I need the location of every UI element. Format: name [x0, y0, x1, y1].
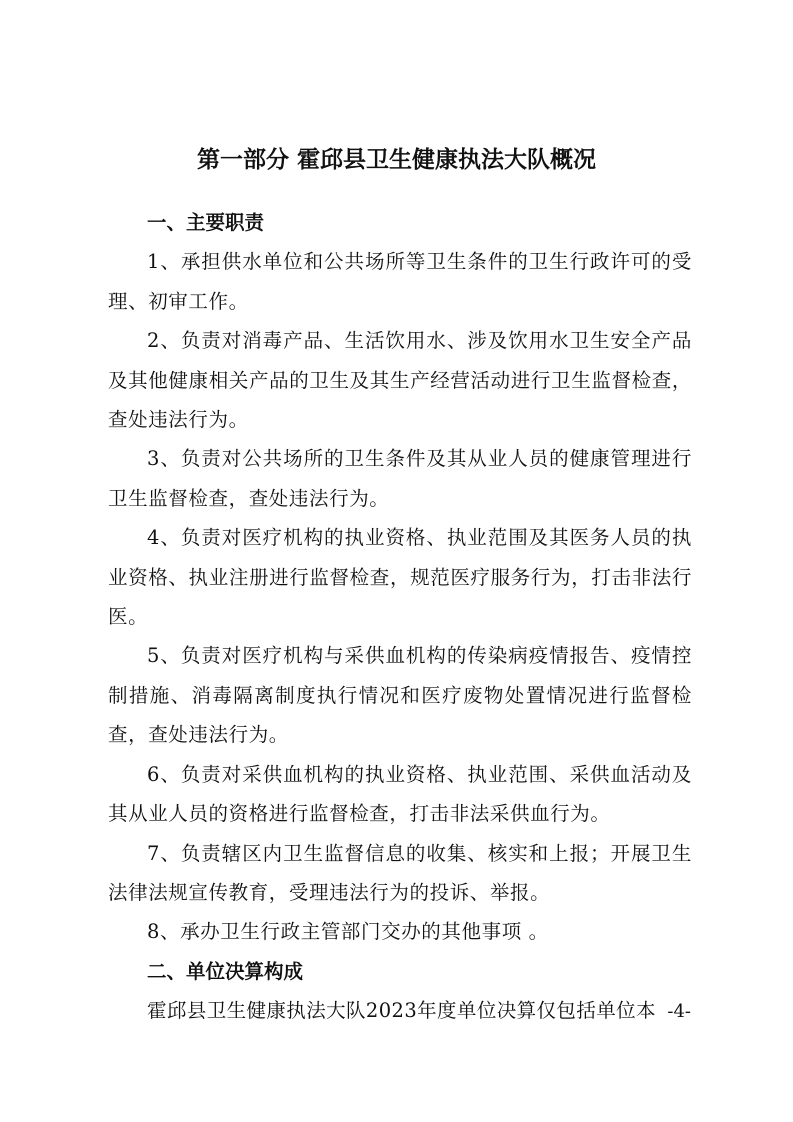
duty-item-1: 1、承担供水单位和公共场所等卫生条件的卫生行政许可的受理、初审工作。: [108, 250, 692, 313]
budget-composition-text: 霍邱县卫生健康执法大队2023年度单位决算仅包括单位本: [147, 999, 656, 1023]
duty-item-3: 3、负责对公共场所的卫生条件及其从业人员的健康管理进行卫生监督检查，查处违法行为。: [108, 447, 692, 510]
duty-item-5: 5、负责对医疗机构与采供血机构的传染病疫情报告、疫情控制措施、消毒隔离制度执行情况和医疗废物处置情况进行监督检查，查处违法行为。: [108, 644, 692, 747]
duty-item-2: 2、负责对消毒产品、生活饮用水、涉及饮用水卫生安全产品及其他健康相关产品的卫生及其生产经营活动进行卫生监督检查，查处违法行为。: [108, 329, 692, 432]
page-title: 第一部分 霍邱县卫生健康执法大队概况: [196, 147, 596, 173]
page-number: -4-: [667, 1001, 691, 1022]
section-heading-budget-composition: 二、单位决算构成: [147, 959, 304, 983]
duty-item-6: 6、负责对采供血机构的执业资格、执业范围、采供血活动及其从业人员的资格进行监督检查，打击非法采供血行为。: [108, 762, 692, 826]
duty-item-8: 8、承办卫生行政主管部门交办的其他事项 。: [147, 920, 549, 944]
duty-item-7: 7、负责辖区内卫生监督信息的收集、核实和上报；开展卫生法律法规宣传教育，受理违法行为的投诉、举报。: [108, 841, 692, 904]
document-body: [108, 203, 692, 1031]
duty-item-4: 4、负责对医疗机构的执业资格、执业范围及其医务人员的执业资格、执业注册进行监督检查，规范医疗服务行为，打击非法行医。: [108, 526, 692, 629]
section-heading-main-duties: 一、主要职责: [147, 211, 265, 234]
